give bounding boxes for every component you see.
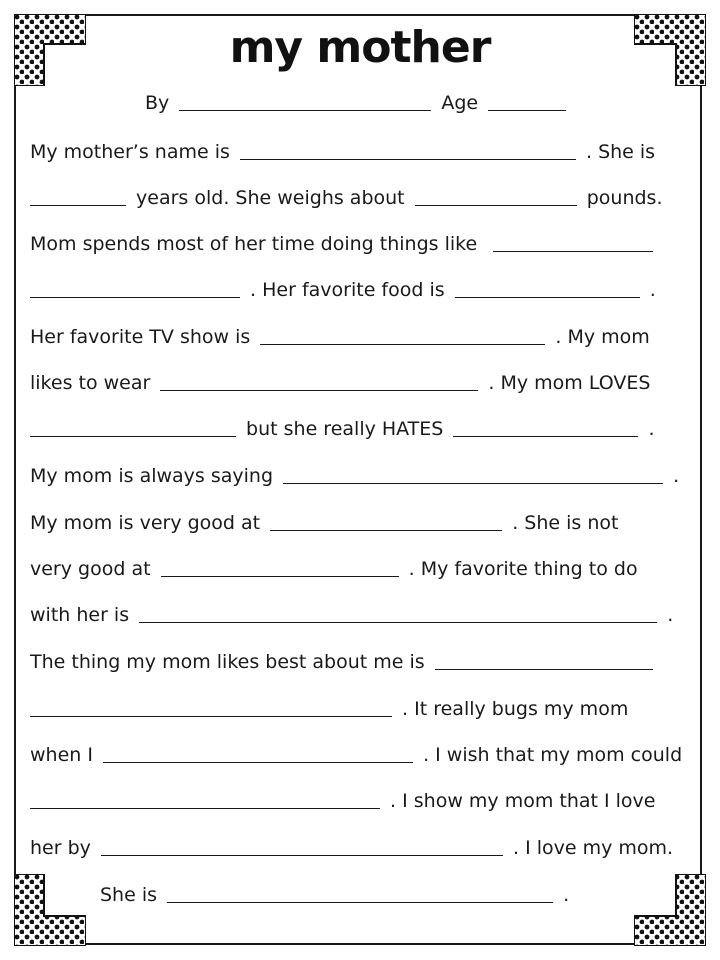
line-not-good-at <box>30 554 638 584</box>
hates-blank[interactable] <box>453 416 638 437</box>
sentence-text: My mom is very good at <box>30 512 261 534</box>
line-with-her <box>30 600 673 630</box>
always-saying-blank[interactable] <box>283 463 663 484</box>
sentence-text: My mom is always saying <box>30 465 274 487</box>
favorite-thing-blank[interactable] <box>139 602 657 623</box>
sentence-text: The thing my mom likes best about me is <box>30 651 425 673</box>
wish-could-blank[interactable] <box>30 788 380 809</box>
not-good-at-blank[interactable] <box>161 556 399 577</box>
sentence-text: . <box>673 465 680 487</box>
worksheet-title: my mother <box>229 22 491 73</box>
line-likes-to-wear <box>30 368 650 398</box>
line-very-good-at <box>30 508 618 538</box>
author-name-blank[interactable] <box>179 90 431 111</box>
sentence-text: years old. She weighs about <box>136 187 405 209</box>
sentence-text: . I wish that my mom could <box>423 744 683 766</box>
sentence-text: . She is <box>585 141 656 163</box>
polka-dot-corner-bottom-left-icon <box>14 874 86 946</box>
line-bugs-mom <box>30 694 628 724</box>
show-love-blank[interactable] <box>101 835 503 856</box>
spends-time-blank[interactable] <box>493 231 653 252</box>
sentence-text: pounds. <box>586 187 663 209</box>
age-label: Age <box>441 92 479 114</box>
by-age-row <box>145 88 570 118</box>
line-she-is <box>100 880 569 910</box>
sentence-text: her by <box>30 837 91 859</box>
sentence-text: Mom spends most of her time doing things like <box>30 233 478 255</box>
sentence-text: when I <box>30 744 93 766</box>
sentence-text: My mother’s name is <box>30 141 230 163</box>
sentence-text: . <box>667 604 674 626</box>
sentence-text: with her is <box>30 604 130 626</box>
sentence-text: . <box>649 279 656 301</box>
mother-age-blank[interactable] <box>30 185 126 206</box>
line-loves-hates <box>30 414 655 444</box>
line-tv-show <box>30 322 650 352</box>
she-is-blank[interactable] <box>167 882 553 903</box>
sentence-text: likes to wear <box>30 372 151 394</box>
line-always-saying <box>30 461 679 491</box>
sentence-text: . My mom <box>555 326 650 348</box>
mother-name-blank[interactable] <box>240 139 576 160</box>
sentence-text: She is <box>100 884 158 906</box>
age-blank[interactable] <box>488 90 566 111</box>
sentence-text: . I love my mom. <box>512 837 674 859</box>
favorite-food-blank[interactable] <box>455 277 640 298</box>
very-good-at-blank[interactable] <box>270 510 502 531</box>
likes-to-wear-blank[interactable] <box>160 370 478 391</box>
sentence-text: but she really HATES <box>246 418 444 440</box>
likes-best-blank[interactable] <box>435 649 653 670</box>
sentence-text: . I show my mom that I love <box>390 790 656 812</box>
likes-best-blank-continued[interactable] <box>30 696 392 717</box>
weight-blank[interactable] <box>415 185 577 206</box>
sentence-text: . My mom LOVES <box>488 372 651 394</box>
sentence-text: . She is not <box>512 512 619 534</box>
sentence-text: . It really bugs my mom <box>402 698 629 720</box>
tv-show-blank[interactable] <box>260 324 545 345</box>
by-label: By <box>145 92 170 114</box>
sentence-text: . Her favorite food is <box>250 279 445 301</box>
line-favorite-food <box>30 275 656 305</box>
loves-blank[interactable] <box>30 416 236 437</box>
line-age-weight <box>30 183 663 213</box>
line-show-love <box>30 833 673 863</box>
line-likes-best <box>30 647 657 677</box>
sentence-text: Her favorite TV show is <box>30 326 251 348</box>
line-when-i <box>30 740 682 770</box>
line-mother-name <box>30 137 655 167</box>
sentence-text: . My favorite thing to do <box>408 558 638 580</box>
polka-dot-corner-bottom-right-icon <box>634 874 706 946</box>
sentence-text: . <box>648 418 655 440</box>
sentence-text: . <box>563 884 570 906</box>
sentence-text: very good at <box>30 558 151 580</box>
line-wish-could <box>30 786 656 816</box>
line-spends-time <box>30 229 657 259</box>
spends-time-blank-continued[interactable] <box>30 277 240 298</box>
bugs-mom-blank[interactable] <box>103 742 413 763</box>
